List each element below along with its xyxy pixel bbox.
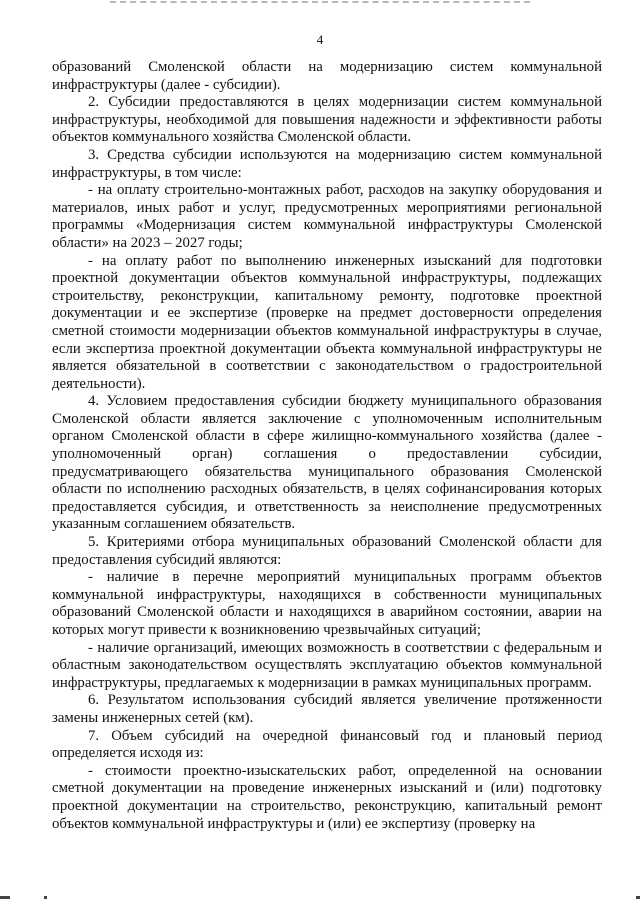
paragraph-6-result: 6. Результатом использования субсидий является увеличение протяженности замены инженерных сетей (км). <box>52 692 602 726</box>
paragraph-usage-construction: - на оплату строительно-монтажных работ, расходов на закупку оборудования и материалов, иных работ и услуг, предусмотренных мероприятиями региональной программы «Модернизация систем коммунальной инфраструктуры Смоленской области» на 2023 – 2027 годы; <box>52 182 602 251</box>
paragraph-7-volume: 7. Объем субсидий на очередной финансовый год и плановый период определяется исходя из: <box>52 727 602 762</box>
paragraph-5-criteria: 5. Критериями отбора муниципальных образований Смоленской области для предоставления субсидий являются: <box>52 534 602 568</box>
paragraph-criteria-programs: - наличие в перечне мероприятий муниципальных программ объектов коммунальной инфраструктуры, находящихся в собственности муниципальных образований Смоленской области и находящихся в аварийном состоянии, аварии на которых могут привести к возникновению чрезвычайных ситуаций; <box>52 569 602 638</box>
paragraph-usage-surveys: - на оплату работ по выполнению инженерных изысканий для подготовки проектной документации объектов коммунальной инфраструктуры, подлежащих строительству, реконструкции, капитальному ремонту, подготовке проектной документации и ее экспертизе (проверке на предмет достоверности определения сметной стоимости модернизации объектов коммунальной инфраструктуры в случае, если экспертиза проектной документации объекта коммунальной инфраструктуры не является обязательной в соответствии с законодательством о градостроительной деятельности). <box>52 252 602 392</box>
paragraph-2-purpose: 2. Субсидии предоставляются в целях модернизации систем коммунальной инфраструктуры, необходимой для повышения надежности и эффективности работы объектов коммунального хозяйства Смоленской области. <box>52 94 602 146</box>
scan-bottom-edge <box>0 893 640 899</box>
paragraph-3-usage: 3. Средства субсидии используются на модернизацию систем коммунальной инфраструктуры, в том числе: <box>52 146 602 181</box>
page-number: 4 <box>316 32 324 47</box>
paragraph-criteria-organizations: - наличие организаций, имеющих возможность в соответствии с федеральным и областным законодательством осуществлять эксплуатацию объектов коммунальной инфраструктуры, предлагаемых к модернизации в рамках муниципальных программ. <box>52 639 602 691</box>
scan-top-edge <box>110 1 530 3</box>
paragraph-4-condition: 4. Условием предоставления субсидии бюджету муниципального образования Смоленской области является заключение с уполномоченным исполнительным органом Смоленской области в сфере жилищно-коммунального хозяйства (далее - уполномоченный орган) соглашения о предоставлении субсидии, предусматривающего обязательства муниципального образования Смоленской области по исполнению расходных обязательств, в целях софинансирования которых предоставляется субсидия, и ответственность за неисполнение предусмотренных указанным соглашением обязательств. <box>52 393 602 533</box>
paragraph-continuation: образований Смоленской области на модернизацию систем коммунальной инфраструктуры (далее - субсидии). <box>52 59 602 93</box>
paragraph-volume-cost: - стоимости проектно-изыскательских работ, определенной на основании сметной документации на проведение инженерных изысканий и (или) подготовку проектной документации на строительство, реконструкцию, капитальный ремонт объектов коммунальной инфраструктуры и (или) ее экспертизу (проверку на <box>52 762 602 832</box>
document-body <box>52 59 602 833</box>
